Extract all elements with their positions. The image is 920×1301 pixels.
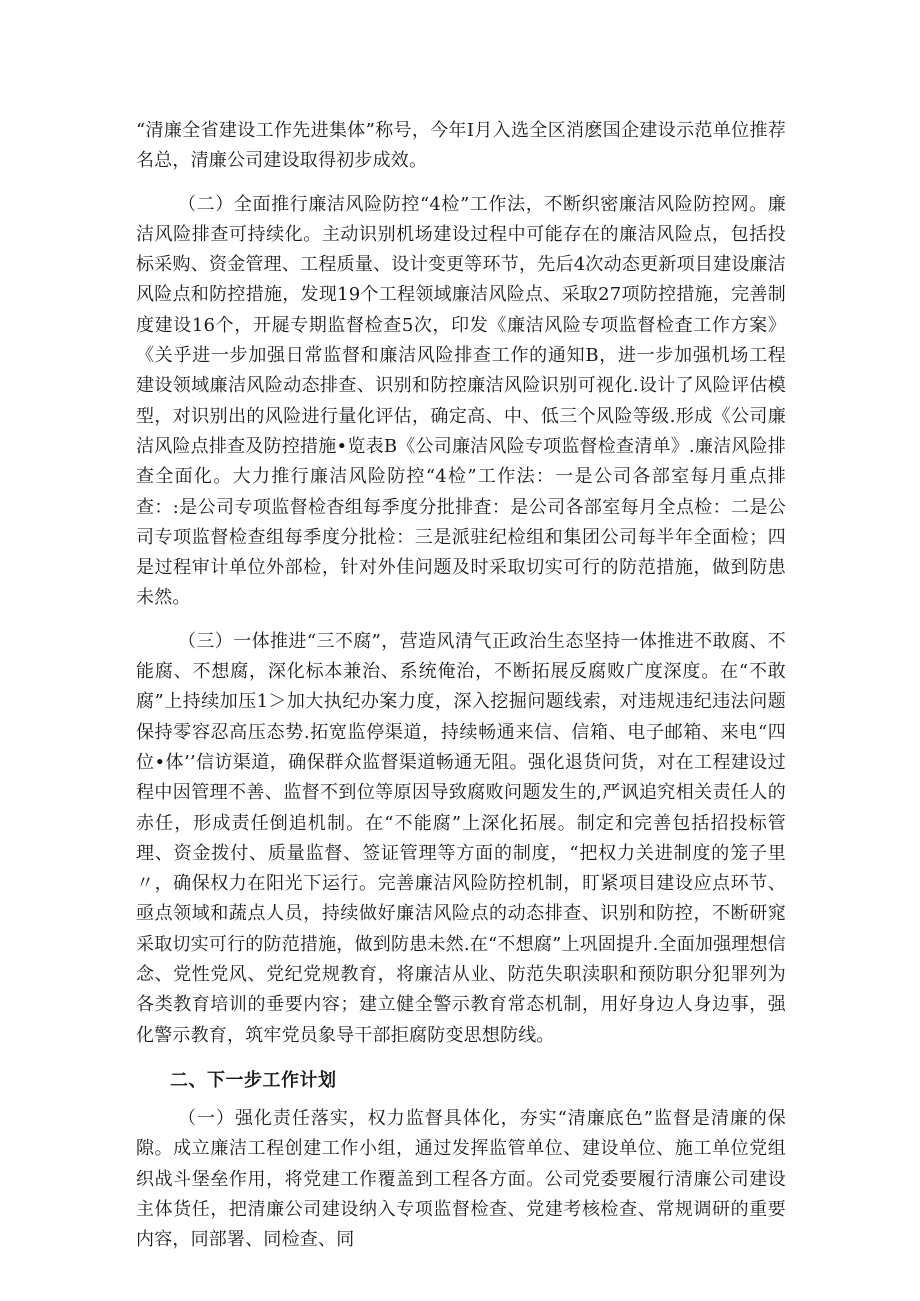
document-page (136, 116, 786, 1255)
paragraph-3: （三）一体推进“三不腐”，营造风清气正政治生态坚持一体推进不敢腐、不能腐、不想腐，深化标本兼治、系统俺治，不断拓展反腐败广度深度。在“不敢腐”上持续加压1＞加大执纪办案力度，深入挖掘问题线索，对违规违纪违法问题保持零容忍高压态势.拓宽监停渠道，持续畅通来信、信箱、电子邮箱、来电“四位•体’’信访渠道，确保群众监督渠道畅通无阻。强化退货问货，对在工程建设过程中因管理不善、监督不到位等原因导致腐败问题发生的,严讽追究相关责任人的赤任，形成责任倒追机制。在“不能腐”上深化拓展。制定和完善包括招投标管理、资金拨付、质量监督、签证管理等方面的制度，“把权力关进制度的笼子里〃，确保权力在阳光下运行。完善廉洁风险防控机制，盯紧项目建设应点环节、亟点领域和蔬点人员，持续做好廉洁风险点的动态排查、识别和防控，不断研窕采取切实可行的防范措施，做到防患未然.在“不想腐”上巩固提升.全面加强理想信念、党性党风、党纪党规教育，将廉洁从业、防范失职渎职和预防职分犯罪列为各类教育培训的垂要内容；建立健全警示教育常态机制，用好身边人身边事，强化警示教育，筑牢党员象导干部拒腐防变思想防线。 (136, 630, 786, 1046)
section-heading-next-steps: 二、下一步工作计划 (170, 1069, 337, 1091)
paragraph-4: （一）强化责任落实，权力监督具体化，夯实“清廉底色”监督是清廉的保隙。成立廉洁工程创建工作小组，通过发挥监管单位、建设单位、施工单位党组织战斗堡垒作用，将党建工作覆盖到工程各方面。公司党委要履行清廉公司建设主体货任，把清廉公司建设纳入专项监督检查、党建考核检查、常规调研的重要内容，同部署、同检查、同 (136, 1107, 786, 1251)
paragraph-1: “清廉全省建设工作先进集体”称号，今年I月入选全区消麽国企建设示范单位推荐名总，清廉公司建设取得初步成效。 (136, 120, 786, 172)
paragraph-2: （二）全面推行廉洁风险防控“4检”工作法，不断织密廉洁风险防控网。廉洁风险排查可持续化。主动识别机场建设过程中可能存在的廉洁风险点，包括投标采购、资金管理、工程质量、设计变更等环节，先后4次动态更新项目建设廉洁风险点和防控措施，发现19个工程领域廉洁风险点、采取27项防控措施，完善制度建设16个，开屣专期监督检查5次，印发《廉洁风险专项监督检査工作方案》《关乎进一步加强日常监督和廉洁风险排查工作的通知B，进一步加强机场工程建设领域廉洁风险动态排查、识别和防控廉洁风险识别可视化.设计了风险评估模型，对识别出的风险进行量化评估，确定高、中、低三个风险等级.形成《公司廉洁风险点排查及防控措施•览表B《公司廉洁风险专项监督检查清单》.廉洁风险排查全面化。大力推行廉洁风险防控“4检”工作法：一是公司各部室每月重点排查：:是公司专项监督检杳组每季度分批排査：是公司各部室每月全点检：二是公司专项监督检查组每季度分批检：三是派驻纪检组和集团公司每半年全面检；四是过程审计单位外部检，针对外佳问题及时采取切实可行的防范措施，做到防患未然。 (136, 193, 786, 609)
